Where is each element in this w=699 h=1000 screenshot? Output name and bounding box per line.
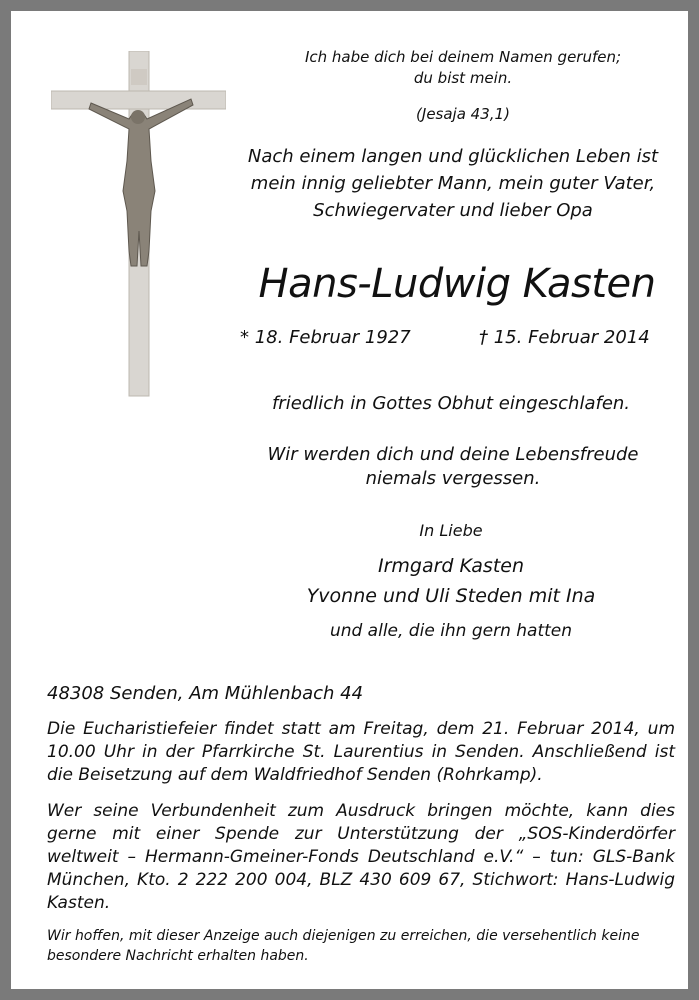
intro-text xyxy=(233,143,673,224)
bible-verse xyxy=(273,47,653,89)
birth-date: * 18. Februar 1927 xyxy=(240,327,411,348)
cross-top-plaque xyxy=(131,69,147,85)
donation-info: Wer seine Verbundenheit zum Ausdruck bringen möchte, kann dies gerne mit einer Spende zur Unterstützung der „SOS-Kinderdörfer weltweit – Hermann-Gmeiner-Fonds Deutschland e.V.“ – tun: GLS-Bank München, Kto. 2 222 200 004, BLZ 430 609 67, Stichwort: Hans-Ludwig Kasten. xyxy=(47,801,675,913)
death-date: † 15. Februar 2014 xyxy=(479,327,650,348)
intro-line-2: mein innig geliebter Mann, mein guter Vater, xyxy=(250,173,656,194)
bible-verse-line-2: du bist mein. xyxy=(413,69,513,87)
remember-line-2: niemals vergessen. xyxy=(365,468,541,489)
corpus-head xyxy=(131,110,145,124)
intro-line-1: Nach einem langen und glücklichen Leben ist xyxy=(247,146,659,167)
closing-note: Wir hoffen, mit dieser Anzeige auch diejenigen zu erreichen, die versehentlich keine besondere Nachricht erhalten haben. xyxy=(47,928,640,964)
cross-horizontal-beam xyxy=(51,91,226,109)
in-love-label: In Liebe xyxy=(419,521,483,540)
deceased-name: Hans-Ludwig Kasten xyxy=(258,261,656,307)
intro-line-3: Schwiegervater und lieber Opa xyxy=(313,200,593,221)
mourner-name: Irmgard Kasten xyxy=(377,555,525,577)
address: 48308 Senden, Am Mühlenbach 44 xyxy=(47,683,364,704)
mourner-name: Yvonne und Uli Steden mit Ina xyxy=(306,585,596,607)
others-text: und alle, die ihn gern hatten xyxy=(329,621,573,641)
funeral-info: Die Eucharistiefeier findet statt am Freitag, dem 21. Februar 2014, um 10.00 Uhr in der Pfarrkirche St. Laurentius in Senden. Anschließend ist die Beisetzung auf dem Waldfriedhof Senden (Rohrkamp). xyxy=(47,719,675,785)
remember-line-1: Wir werden dich und deine Lebensfreude xyxy=(267,444,639,465)
corpus-figure xyxy=(89,99,193,266)
remember-text xyxy=(233,443,673,491)
asleep-text: friedlich in Gottes Obhut eingeschlafen. xyxy=(271,393,631,414)
crucifix-icon xyxy=(51,51,226,401)
bible-verse-line-1: Ich habe dich bei deinem Namen gerufen; xyxy=(304,48,622,66)
bible-verse-reference: (Jesaja 43,1) xyxy=(416,105,510,123)
